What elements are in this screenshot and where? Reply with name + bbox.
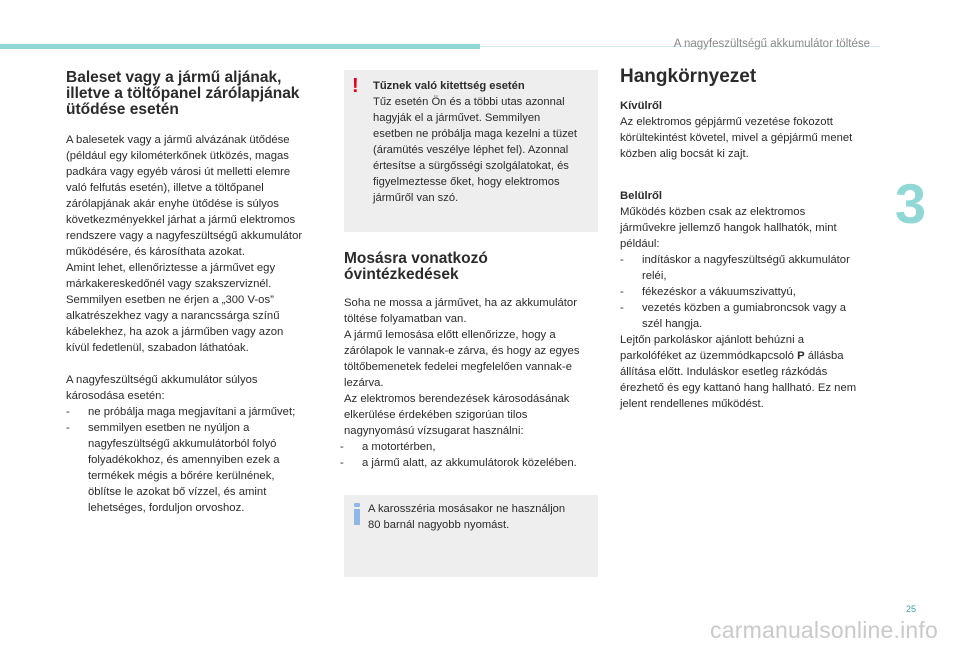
washing-heading: Mosásra vonatkozó óvintézkedések: [344, 250, 488, 283]
accident-heading: Baleset vagy a jármű aljának, illetve a töltőpanel zárólapjának ütődése esetén: [66, 69, 300, 118]
warning-title: Tűznek való kitettség esetén: [373, 80, 525, 92]
chapter-number: 3: [894, 172, 926, 235]
info-text: A karosszéria mosásakor ne használjon 80 barnál nagyobb nyomást.: [368, 503, 566, 531]
sounds-list: [620, 252, 875, 332]
info-icon: [354, 503, 360, 525]
list-item: - a motortérben,: [340, 439, 598, 455]
parking-text-end: állásba állítása előtt. Induláskor esetleg rázkódás érezhető és egy kattanó hang hallható. Ez nem jelent rendellenes működést.: [620, 350, 857, 410]
pressure-info-box: [344, 495, 598, 577]
list-item: - vezetés közben a gumiabroncsok vagy a szél hangja.: [620, 300, 875, 332]
damage-intro: A nagyfeszültségű akkumulátor súlyos károsodása esetén:: [66, 374, 258, 402]
watermark: carmanualsonline.info: [710, 617, 938, 643]
header-accent-bar: [0, 44, 480, 49]
page-number: 25: [905, 604, 916, 614]
washing-paragraph: Soha ne mossa a járművet, ha az akkumulátor töltése folyamatban van. A jármű lemosása előtt ellenőrizze, hogy a zárólapok le vannak-e zárva, és hogy az egyes töltőbemenetek fedelei megfelelően vannak-e lezárva. Az elektromos berendezések károsodásának elkerülése érdekében szigorúan tilos nagynyomású vízsugarat használni:: [344, 297, 580, 437]
washing-section: [344, 251, 598, 471]
damage-list: [66, 404, 321, 516]
parking-paragraph: [620, 332, 875, 412]
washing-list: [340, 439, 598, 471]
outside-subheading: Kívülről: [620, 100, 663, 112]
fire-warning-box: [344, 70, 598, 232]
sound-heading: Hangkörnyezet: [620, 66, 757, 87]
section-header-title: A nagyfeszültségű akkumulátor töltése: [673, 38, 870, 50]
warning-content: [373, 78, 583, 206]
right-column: [620, 66, 875, 412]
parking-text-start: Lejtőn parkoláskor ajánlott behúzni a parkolóféket az üzemmódkapcsoló: [620, 334, 805, 362]
outside-paragraph: Az elektromos gépjármű vezetése fokozott körültekintést követel, mivel a gépjármű menet közben alig bocsát ki zajt.: [620, 116, 853, 160]
accident-paragraph: A balesetek vagy a jármű alvázának ütődése (például egy kilométerkőnek ütközés, magas padkára vagy egyéb városi út melletti elemre való felfutás esetén), illetve a töltőpanel zárólapjának akár enyhe ütődése is súlyos következményekkel járhat a jármű elektromos rendszere vagy a nagyfeszültségű akkumulátor működésére, és károsíthata azokat. Amint lehet, ellenőriztesse a járművet egy márkakereskedőnél vagy szakszerviznél. Semmilyen esetben ne érjen a „300 V-os” alkatrészekhez vagy a narancssárga színű kábelekhez, ha azok a járműben vagy azon kívül fedetlenül, szabadon láthatóak.: [66, 134, 303, 354]
warning-exclamation-icon: !: [352, 75, 359, 97]
list-item: - a jármű alatt, az akkumulátorok közelében.: [340, 455, 598, 471]
inside-paragraph: Működés közben csak az elektromos járművekre jellemző hangok hallhatók, mint például:: [620, 206, 837, 250]
list-item: - fékezéskor a vákuumszivattyú,: [620, 284, 875, 300]
list-item: - semmilyen esetben ne nyúljon a nagyfeszültségű akkumulátorból folyó folyadékokhoz, és amennyiben ezek a termékek mégis a bőrére kerülnének, öblítse le azokat bő vízzel, és amint lehetséges, forduljon orvoshoz.: [66, 420, 321, 516]
inside-subheading: Belülről: [620, 190, 663, 202]
list-item: - ne próbálja maga megjavítani a járművet;: [66, 404, 321, 420]
left-column: [66, 70, 321, 516]
warning-text: Tűz esetén Ön és a többi utas azonnal hagyják el a járművet. Semmilyen esetben ne próbálja maga kezelni a tüzet (áramütés veszélye léphet fel). Azonnal értesítse a sürgősségi szolgálatokat, és figyelmeztesse őket, hogy elektromos járműről van szó.: [373, 96, 577, 204]
list-item: - indításkor a nagyfeszültségű akkumulátor reléi,: [620, 252, 875, 284]
gear-p-label: P: [797, 350, 805, 362]
